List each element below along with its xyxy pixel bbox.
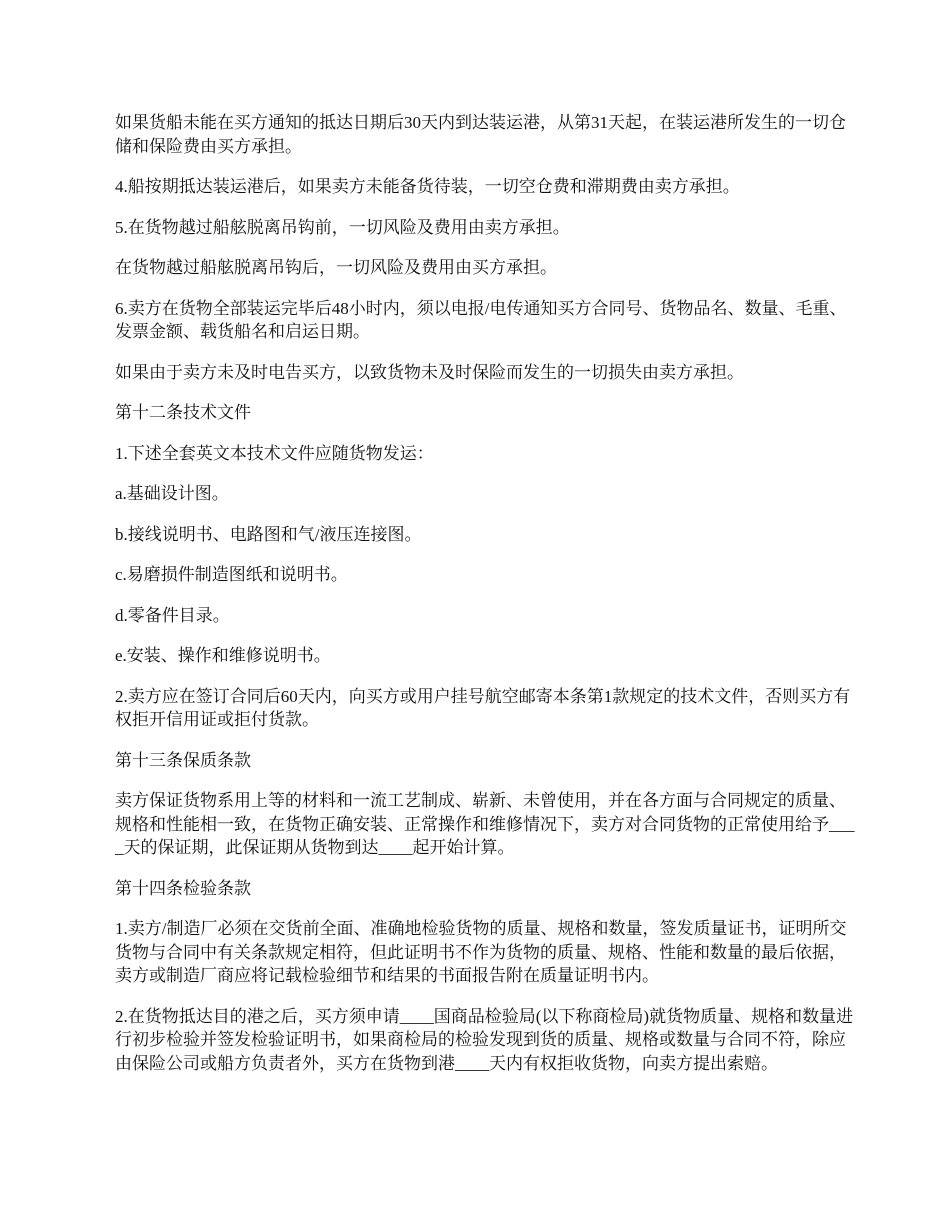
paragraph-warranty: 卖方保证货物系用上等的材料和一流工艺制成、崭新、未曾使用，并在各方面与合同规定的质量、规格和性能相一致，在货物正确安装、正常操作和维修情况下，卖方对合同货物的正常使用给予____天的保证期，此保证期从货物到达____起开始计算。: [115, 791, 855, 857]
document-body: [115, 111, 855, 1092]
paragraph-notification-loss: 如果由于卖方未及时电告买方，以致货物未及时保险而发生的一切损失由卖方承担。: [115, 362, 744, 382]
paragraph-risk-after-loading: 在货物越过船舷脱离吊钩后，一切风险及费用由买方承担。: [115, 258, 557, 277]
paragraph-inspection-1: 1.卖方/制造厂必须在交货前全面、准确地检验货物的质量、规格和数量，签发质量证书，证明所交货物与合同中有关条款规定相符，但此证明书不作为货物的质量、规格、性能和数量的最后依据，卖方或制造厂商应将记载检验细节和结果的书面报告附在质量证明书内。: [115, 919, 847, 985]
list-item-c: c.易磨损件制造图纸和说明书。: [115, 565, 348, 584]
paragraph-inspection-2: 2.在货物抵达目的港之后，买方须申请____国商品检验局(以下称商检局)就货物质量、规格和数量进行初步检验并签发检验证明书，如果商检局的检验发现到货的质量、规格或数量与合同不符，除应由保险公司或船方负责者外，买方在货物到港____天内有权拒收货物，向卖方提出索赔。: [115, 1006, 854, 1073]
list-item-a: a.基础设计图。: [115, 484, 229, 503]
list-item-d: d.零备件目录。: [115, 605, 230, 625]
paragraph-tech-docs-2: 2.卖方应在签订合同后60天内，向买方或用户挂号航空邮寄本条第1款规定的技术文件，否则买方有权拒开信用证或拒付货款。: [115, 686, 851, 729]
heading-article-12: 第十二条技术文件: [115, 403, 251, 422]
paragraph-tech-docs-1: 1.下述全套英文本技术文件应随货物发运：: [115, 443, 434, 463]
paragraph-late-vessel-costs: 如果货船未能在买方通知的抵达日期后30天内到达装运港，从第31天起，在装运港所发生的一切仓储和保险费由买方承担。: [115, 113, 846, 156]
heading-article-14: 第十四条检验条款: [115, 878, 251, 898]
list-item-b: b.接线说明书、电路图和气/液压连接图。: [115, 524, 422, 544]
paragraph-clause-4: 4.船按期抵达装运港后，如果卖方未能备货待装，一切空仓费和滞期费由卖方承担。: [115, 177, 740, 196]
paragraph-clause-6: 6.卖方在货物全部装运完毕后48小时内，须以电报/电传通知买方合同号、货物品名、数量、毛重、发票金额、载货船名和启运日期。: [115, 298, 847, 341]
list-item-e: e.安装、操作和维修说明书。: [115, 646, 331, 665]
paragraph-clause-5: 5.在货物越过船舷脱离吊钩前，一切风险及费用由卖方承担。: [115, 217, 570, 237]
heading-article-13: 第十三条保质条款: [115, 750, 251, 770]
